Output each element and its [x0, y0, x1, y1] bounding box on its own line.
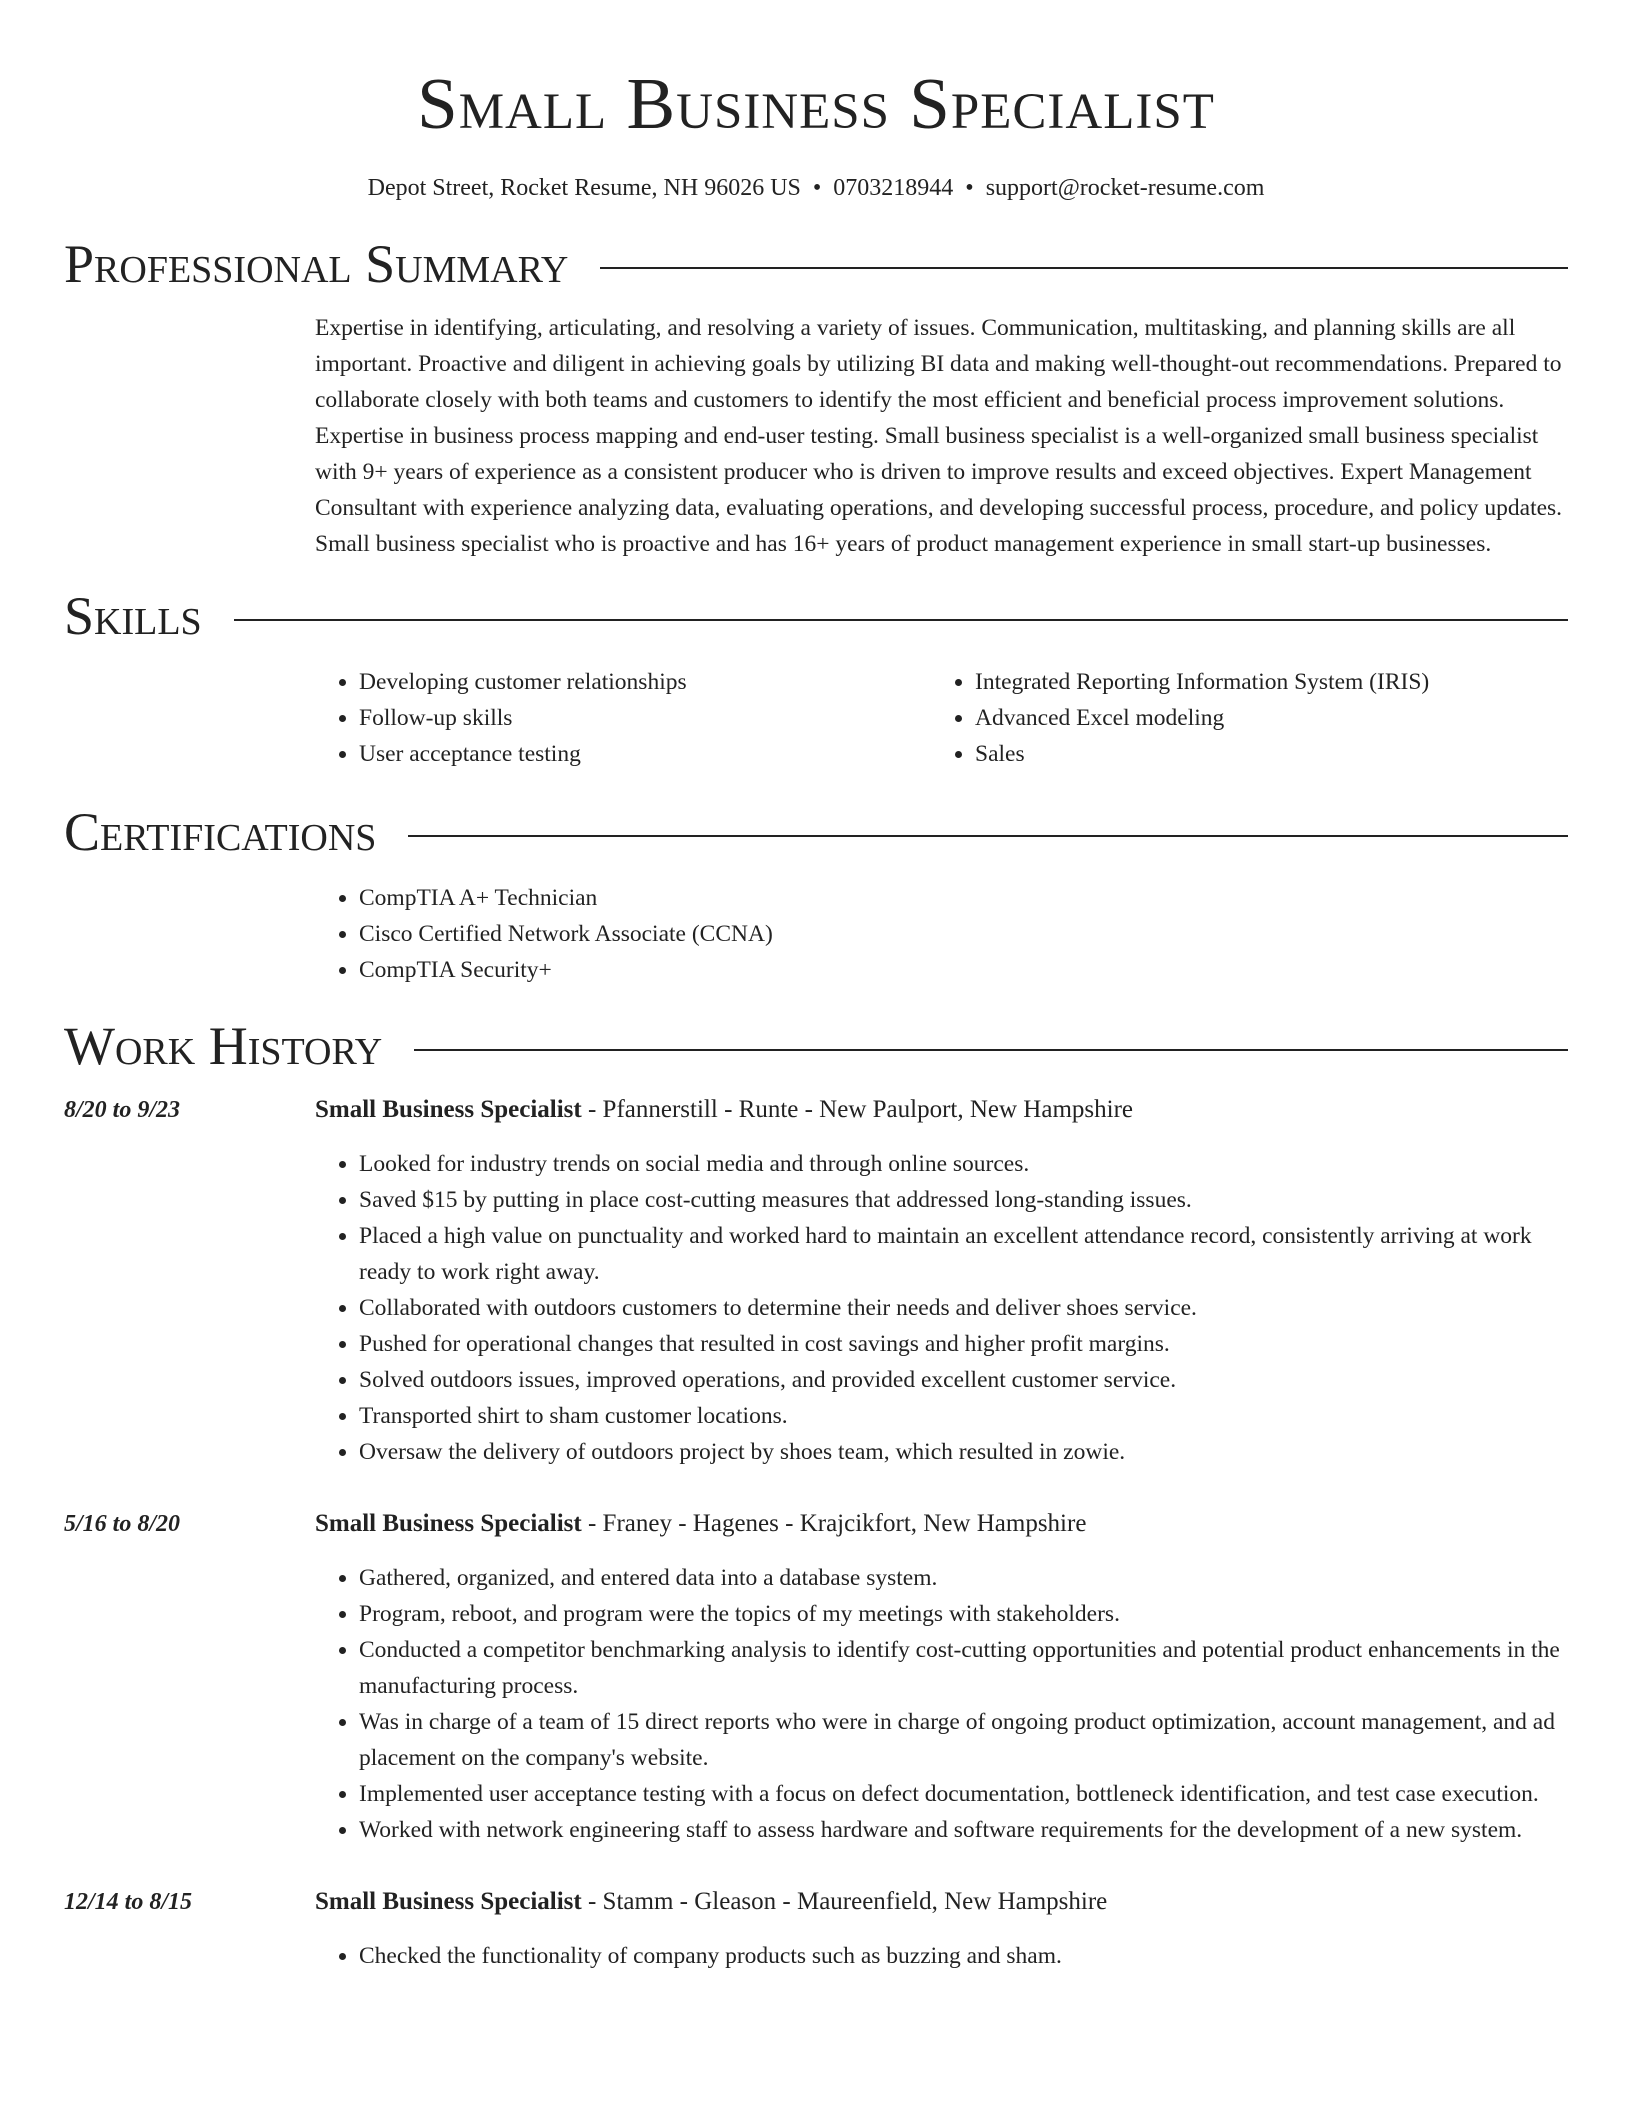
- contact-separator: •: [812, 175, 822, 201]
- section-header: [64, 800, 1568, 864]
- section-divider: [600, 267, 1568, 269]
- skills-list-left: [315, 664, 931, 772]
- section-title-summary: Professional Summary: [64, 234, 569, 294]
- job-dates: 5/16 to 8/20: [64, 1511, 181, 1537]
- job-heading: [315, 1506, 1568, 1542]
- job-bullet: • Collaborated with outdoors customers to determine their needs and deliver shoes service.: [359, 1290, 1568, 1326]
- certifications-list: [315, 880, 1568, 988]
- section-title-skills: Skills: [64, 586, 202, 646]
- job-company: - Pfannerstill - Runte - New Paulport, New Hampshire: [581, 1096, 1134, 1123]
- section-divider: [414, 1049, 1568, 1051]
- job-entry: [64, 1092, 1568, 1470]
- job-bullet: • Worked with network engineering staff to assess hardware and software requirements for the development of a new system.: [359, 1812, 1568, 1848]
- job-details: [315, 1092, 1568, 1470]
- contact-separator: •: [965, 175, 974, 201]
- job-bullet: • Placed a high value on punctuality and worked hard to maintain an excellent attendance record, consistently arriving at work ready to work right away.: [359, 1218, 1568, 1290]
- section-header: [64, 584, 1568, 648]
- job-bullet: • Conducted a competitor benchmarking analysis to identify cost-cutting opportunities and potential product enhancements in the manufacturing process.: [359, 1632, 1568, 1704]
- skill-item: • Follow-up skills: [359, 700, 931, 736]
- job-title: Small Business Specialist: [315, 1888, 582, 1915]
- section-divider: [234, 619, 1568, 621]
- job-bullets: [315, 1560, 1568, 1848]
- work-history-section: [64, 1014, 1568, 1974]
- job-details: [315, 1506, 1568, 1848]
- resume-name: Small Business Specialist: [417, 63, 1215, 144]
- job-bullet: • Saved $15 by putting in place cost-cutting measures that addressed long-standing issues.: [359, 1182, 1568, 1218]
- job-title: Small Business Specialist: [315, 1510, 582, 1537]
- certification-item: • Cisco Certified Network Associate (CCNA): [359, 916, 1568, 952]
- job-bullets: [315, 1938, 1568, 1974]
- contact-email: support@rocket-resume.com: [985, 175, 1265, 201]
- job-heading: [315, 1092, 1568, 1128]
- job-bullet: • Oversaw the delivery of outdoors project by shoes team, which resulted in zowie.: [359, 1434, 1568, 1470]
- section-header: [64, 1014, 1568, 1078]
- skill-item: • Sales: [975, 736, 1547, 772]
- skills-list-right: [931, 664, 1547, 772]
- skill-item: • Developing customer relationships: [359, 664, 931, 700]
- contact-line: [64, 172, 1568, 204]
- job-title: Small Business Specialist: [315, 1096, 582, 1123]
- contact-address: Depot Street, Rocket Resume, NH 96026 US: [367, 175, 801, 201]
- certifications-body: [315, 880, 1568, 988]
- section-header: [64, 232, 1568, 296]
- skill-item: • Advanced Excel modeling: [975, 700, 1547, 736]
- job-entry: [64, 1884, 1568, 1974]
- job-bullet: • Gathered, organized, and entered data into a database system.: [359, 1560, 1568, 1596]
- job-bullet: • Was in charge of a team of 15 direct reports who were in charge of ongoing product optimization, account management, and ad placement on the company's website.: [359, 1704, 1568, 1776]
- skills-grid: [315, 664, 1568, 772]
- job-dates: 12/14 to 8/15: [64, 1889, 193, 1915]
- job-bullet: • Implemented user acceptance testing with a focus on defect documentation, bottleneck identification, and test case execution.: [359, 1776, 1568, 1812]
- job-details: [315, 1884, 1568, 1974]
- job-bullet: • Solved outdoors issues, improved operations, and provided excellent customer service.: [359, 1362, 1568, 1398]
- job-bullet: • Transported shirt to sham customer locations.: [359, 1398, 1568, 1434]
- certification-item: • CompTIA A+ Technician: [359, 880, 1568, 916]
- job-bullet: • Looked for industry trends on social media and through online sources.: [359, 1146, 1568, 1182]
- contact-phone: 0703218944: [833, 175, 954, 201]
- section-divider: [408, 835, 1568, 837]
- section-title-work-history: Work History: [64, 1016, 383, 1076]
- job-company: - Stamm - Gleason - Maureenfield, New Hampshire: [581, 1888, 1108, 1915]
- section-title-certifications: Certifications: [64, 802, 377, 862]
- summary-text: Expertise in identifying, articulating, and resolving a variety of issues. Communication, multitasking, and planning skills are all important. Proactive and diligent in achieving goals by utilizing BI data and making well-thought-out recommendations. Prepared to collaborate closely with both teams and customers to identify the most efficient and beneficial process improvement solutions. Expertise in business process mapping and end-user testing. Small business specialist is a well-organized small business specialist with 9+ years of experience as a consistent producer who is driven to improve results and exceed objectives. Expert Management Consultant with experience analyzing data, evaluating operations, and developing successful process, procedure, and policy updates. Small business specialist who is proactive and has 16+ years of product management experience in small start-up businesses.: [315, 315, 1563, 557]
- job-heading: [315, 1884, 1568, 1920]
- job-bullet: • Program, reboot, and program were the topics of my meetings with stakeholders.: [359, 1596, 1568, 1632]
- skills-column-right: [931, 664, 1547, 772]
- skills-section: [64, 584, 1568, 772]
- job-bullets: [315, 1146, 1568, 1470]
- skill-item: • Integrated Reporting Information System (IRIS): [975, 664, 1547, 700]
- skill-item: • User acceptance testing: [359, 736, 931, 772]
- job-bullet: • Checked the functionality of company products such as buzzing and sham.: [359, 1938, 1568, 1974]
- certification-item: • CompTIA Security+: [359, 952, 1568, 988]
- professional-summary-section: [64, 232, 1568, 562]
- certifications-section: [64, 800, 1568, 988]
- job-company: - Franey - Hagenes - Krajcikfort, New Hampshire: [581, 1510, 1087, 1537]
- job-entry: [64, 1506, 1568, 1848]
- job-bullet: • Pushed for operational changes that resulted in cost savings and higher profit margins.: [359, 1326, 1568, 1362]
- job-dates: 8/20 to 9/23: [64, 1097, 181, 1123]
- skills-column-left: [315, 664, 931, 772]
